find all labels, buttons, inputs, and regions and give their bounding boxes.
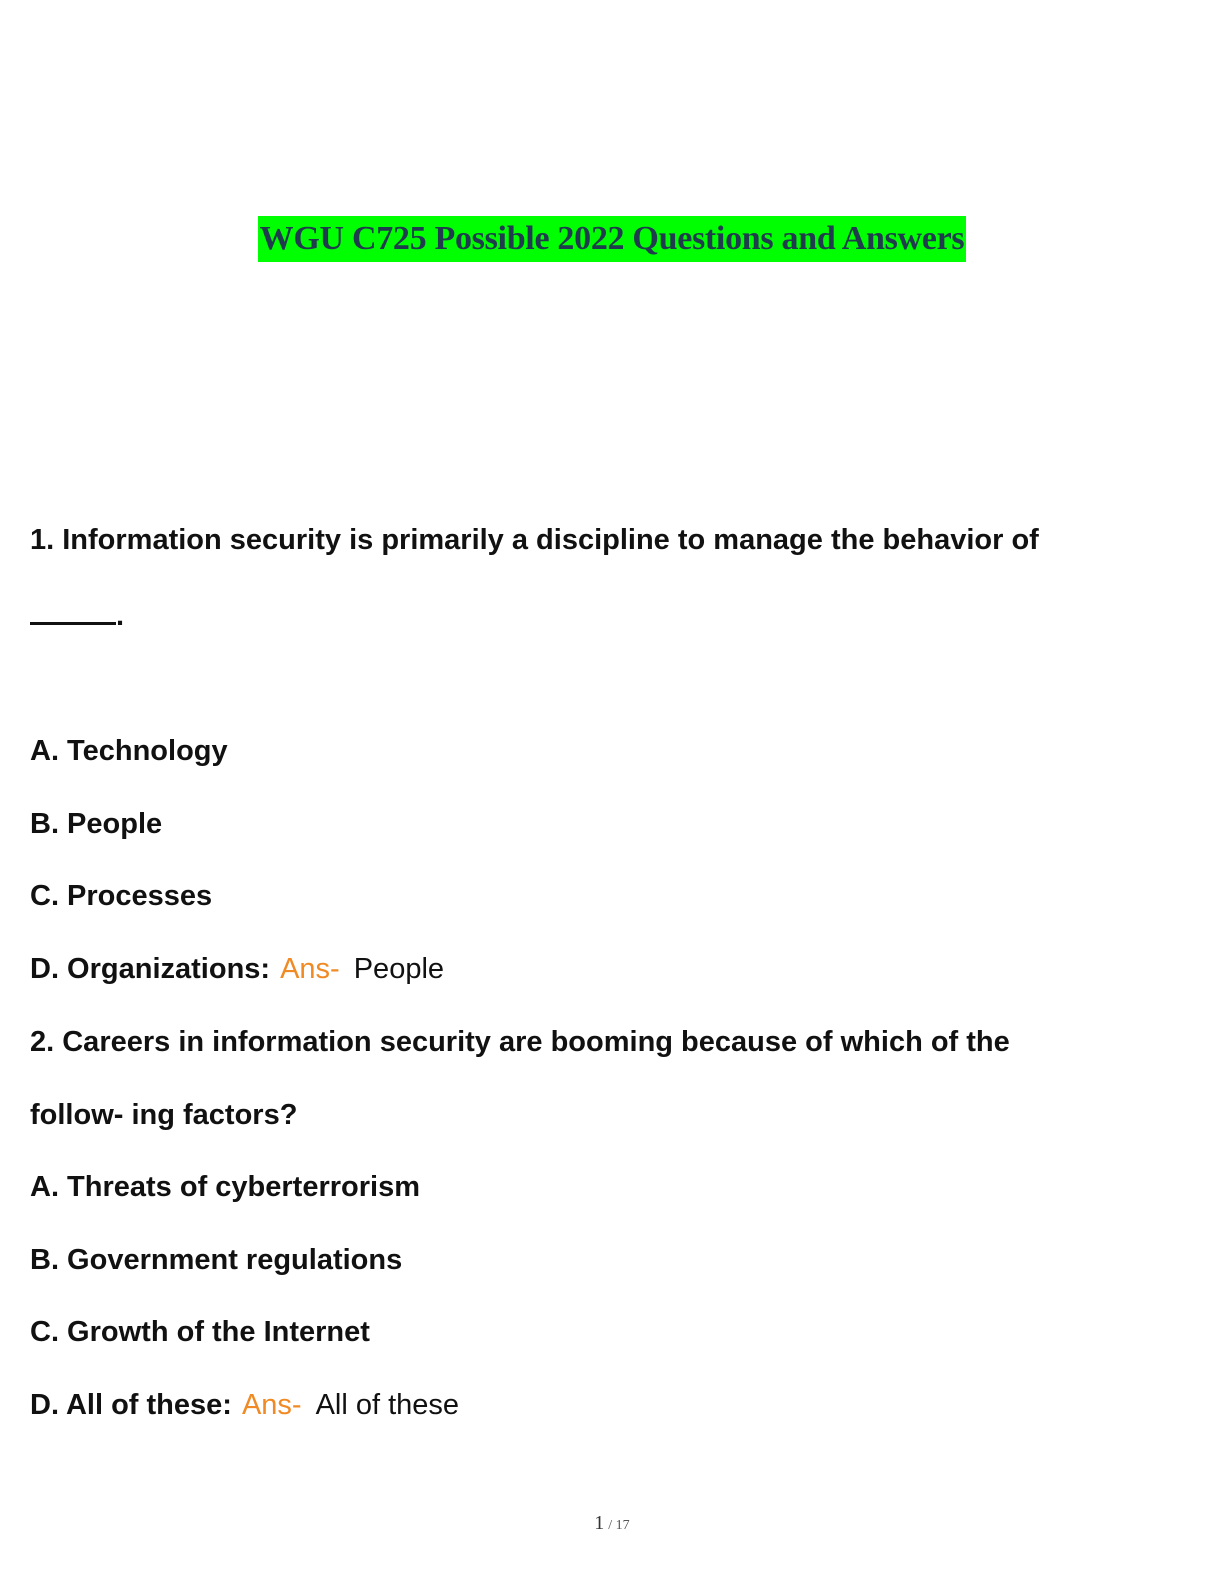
question-2-option-c: C. Growth of the Internet <box>30 1316 370 1348</box>
question-1-option-d <box>30 951 444 987</box>
document-title: WGU C725 Possible 2022 Questions and Answers <box>258 216 967 262</box>
question-2-answer: All of these <box>315 1389 460 1421</box>
question-1-option-c: C. Processes <box>30 880 213 912</box>
question-1-blank-line <box>30 598 124 634</box>
question-2-option-d <box>30 1387 459 1423</box>
question-1-answer: People <box>353 953 445 985</box>
question-1-option-b: B. People <box>30 808 163 840</box>
title-container <box>0 216 1224 262</box>
question-2-option-a: A. Threats of cyberterrorism <box>30 1171 421 1203</box>
answer-tag: Ans- <box>241 1389 302 1421</box>
current-page-number: 1 <box>594 1512 605 1534</box>
total-pages-label: / 17 <box>608 1518 630 1533</box>
question-1-text: 1. Information security is primarily a discipline to manage the behavior of <box>30 524 1039 556</box>
question-1-period: . <box>116 600 125 632</box>
question-2-option-d-label: D. All of these: <box>30 1389 232 1421</box>
question-2-text-continued: follow- ing factors? <box>30 1099 298 1131</box>
question-1-option-d-label: D. Organizations: <box>30 953 271 985</box>
answer-blank <box>30 598 116 625</box>
question-1-option-a: A. Technology <box>30 735 228 767</box>
question-2-text: 2. Careers in information security are booming because of which of the <box>30 1026 1010 1058</box>
page-number <box>0 1512 1224 1535</box>
answer-tag: Ans- <box>280 953 340 985</box>
question-2-option-b: B. Government regulations <box>30 1244 403 1276</box>
